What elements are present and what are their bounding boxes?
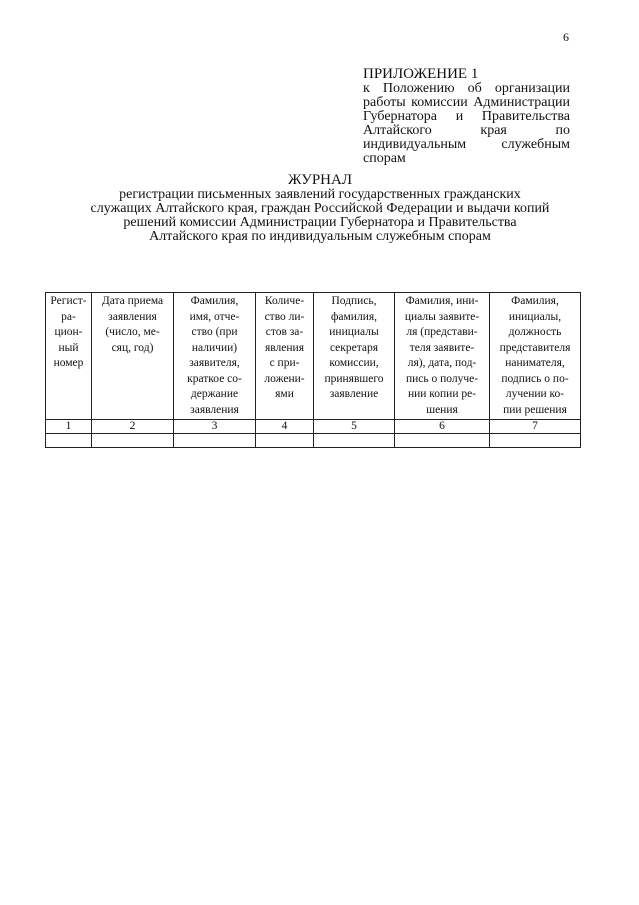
- column-header-line: заявления: [108, 310, 157, 323]
- column-header-line: ля (представи-: [406, 326, 478, 338]
- column-header-line: с при-: [269, 357, 300, 369]
- column-header-line: сяц, год): [111, 341, 154, 354]
- column-header-line: заявителя,: [189, 357, 240, 369]
- journal-subtitle-line: Алтайского края по индивидуальным служебным спорам: [149, 229, 491, 244]
- column-header-line: подпись о по-: [501, 372, 569, 385]
- column-header-line: нии копии ре-: [407, 388, 477, 400]
- column-header-line: Регист-: [50, 295, 87, 307]
- column-header: [174, 293, 256, 420]
- empty-cell: [395, 434, 490, 448]
- page-number: 6: [563, 30, 569, 44]
- journal-subtitle-line: решений комиссии Администрации Губернатора и Правительства: [123, 215, 517, 230]
- column-header-line: должность: [508, 326, 562, 338]
- column-header-line: Фамилия, ини-: [405, 295, 479, 307]
- column-header-line: нанимателя,: [505, 357, 565, 369]
- column-number-cell: 4: [256, 420, 314, 434]
- column-number-cell: 3: [174, 420, 256, 434]
- column-header-line: имя, отче-: [189, 310, 240, 323]
- column-header-line: ля), дата, под-: [407, 357, 477, 369]
- column-header: [395, 293, 490, 420]
- empty-cell: [256, 434, 314, 448]
- column-header-line: держание: [190, 388, 239, 400]
- column-header-line: ями: [275, 388, 294, 400]
- column-header: [92, 293, 174, 420]
- column-header-line: номер: [53, 357, 84, 369]
- column-header-line: заявления: [190, 403, 239, 416]
- column-header: [314, 293, 395, 420]
- column-number-row: [46, 420, 581, 434]
- column-header-line: заявление: [329, 388, 379, 400]
- column-header-line: Подпись,: [331, 295, 377, 307]
- journal-subtitle-line: регистрации письменных заявлений государственных гражданских: [119, 187, 521, 202]
- journal-title: ЖУРНАЛ: [287, 172, 353, 188]
- column-header-line: явления: [264, 341, 304, 354]
- column-header-line: принявшего: [324, 372, 384, 385]
- appendix-text: к Положению об организации работы комиссии Администрации Губернатора и Правительства Алтайского края по индивидуальным служебным спорам: [363, 81, 570, 166]
- journal-subtitle: [70, 188, 570, 244]
- column-number-cell: 5: [314, 420, 395, 434]
- empty-entry-row: [46, 434, 581, 448]
- column-header-line: представителя: [499, 341, 571, 354]
- column-header-line: комиссии,: [329, 357, 379, 369]
- header-row: [46, 293, 581, 420]
- column-header: [46, 293, 92, 420]
- column-header-line: краткое со-: [187, 372, 242, 385]
- column-header-line: ный: [58, 341, 79, 354]
- column-header: [490, 293, 581, 420]
- column-header-line: ра-: [61, 310, 76, 323]
- column-header-line: Фамилия,: [511, 295, 559, 307]
- column-header-line: лучении ко-: [505, 388, 565, 400]
- column-header-line: пии решения: [503, 403, 567, 416]
- appendix-heading: ПРИЛОЖЕНИЕ 1: [363, 66, 479, 82]
- column-header-line: цион-: [54, 326, 83, 338]
- empty-cell: [46, 434, 92, 448]
- column-header-line: Количе-: [264, 295, 305, 307]
- column-number-cell: 2: [92, 420, 174, 434]
- column-header-line: наличии): [191, 341, 238, 354]
- empty-cell: [490, 434, 581, 448]
- column-number-cell: 1: [46, 420, 92, 434]
- appendix-block: [363, 67, 570, 166]
- column-number-cell: 7: [490, 420, 581, 434]
- column-header-line: фамилия,: [330, 310, 378, 323]
- column-header-line: теля заявите-: [409, 341, 475, 354]
- journal-heading: [70, 172, 570, 244]
- column-header-line: Дата приема: [101, 295, 164, 307]
- column-header-line: ство ли-: [264, 310, 305, 323]
- register-table: [45, 292, 581, 448]
- column-header-line: пись о получе-: [405, 372, 479, 385]
- column-header-line: (число, ме-: [105, 326, 160, 338]
- empty-cell: [314, 434, 395, 448]
- column-header: [256, 293, 314, 420]
- column-header-line: инициалы: [329, 326, 379, 338]
- empty-cell: [174, 434, 256, 448]
- column-header-line: ство (при: [191, 326, 238, 338]
- empty-cell: [92, 434, 174, 448]
- column-header-line: циалы заявите-: [404, 310, 480, 323]
- column-header-line: секретаря: [329, 341, 379, 354]
- column-header-line: Фамилия,: [190, 295, 239, 307]
- column-header-line: шения: [426, 403, 458, 416]
- column-header-line: стов за-: [265, 326, 304, 338]
- column-header-line: инициалы,: [508, 310, 562, 323]
- column-header-line: ложени-: [264, 372, 305, 385]
- journal-subtitle-line: служащих Алтайского края, граждан Российской Федерации и выдачи копий: [90, 201, 550, 216]
- column-number-cell: 6: [395, 420, 490, 434]
